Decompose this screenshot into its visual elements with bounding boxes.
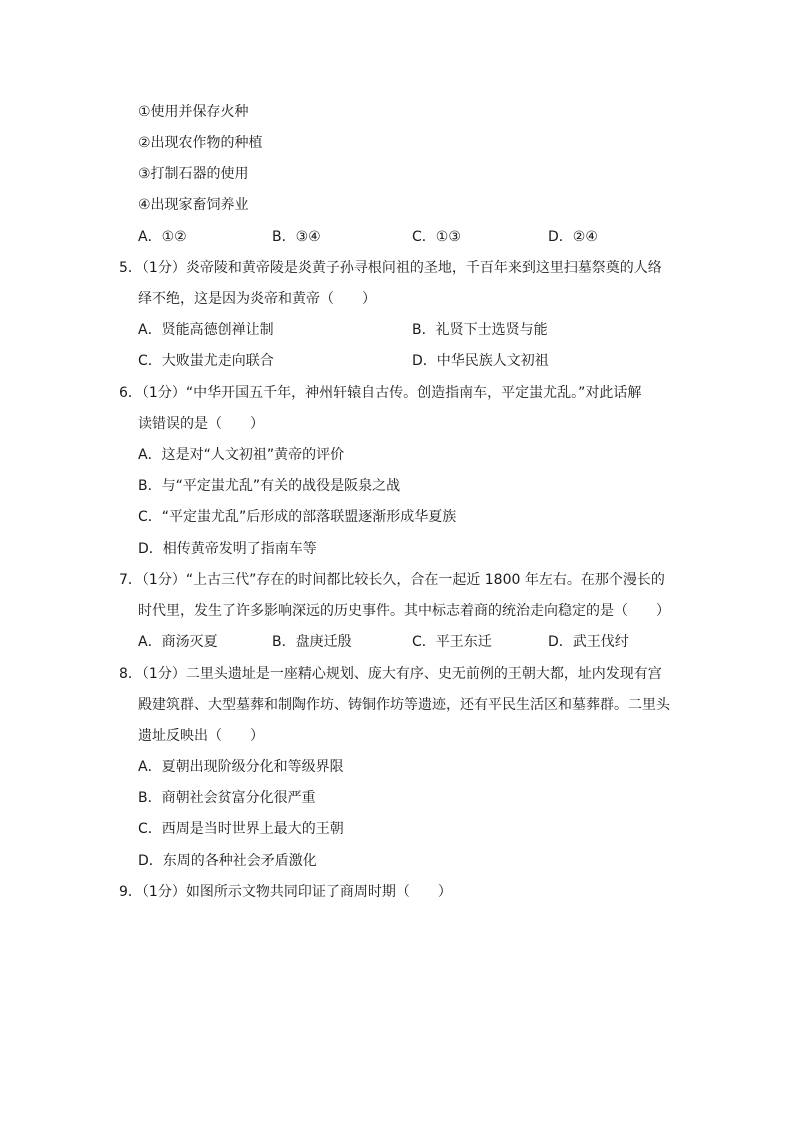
q6-stem-line-1: 6．（1分）“中华开国五千年，神州轩辕自古传。创造指南车，平定蚩尤乱。”对此话解 <box>119 385 642 401</box>
q7-stem-line-1: 7．（1分）“上古三代”存在的时间都比较长久，合在一起近 1800 年左右。在那个漫长的 <box>119 572 665 588</box>
q6-option-a: A．这是对“人文初祖”黄帝的评价 <box>138 447 345 463</box>
q8-stem-line-2: 殿建筑群、大型墓葬和制陶作坊、铸铜作坊等遗迹，还有平民生活区和墓葬群。二里头 <box>138 697 670 713</box>
q5-option-d: D．中华民族人文初祖 <box>412 353 549 369</box>
q7-option-d: D．武王伐纣 <box>548 634 629 650</box>
q7-option-c: C．平王东迁 <box>412 634 492 650</box>
q8-stem-line-1: 8．（1分）二里头遗址是一座精心规划、庞大有序、史无前例的王朝大都，址内发现有宫 <box>119 666 662 682</box>
q5-option-c: C．大败蚩尤走向联合 <box>138 353 274 369</box>
q7-stem-line-2: 时代里，发生了许多影响深远的历史事件。其中标志着商的统治走向稳定的是（ ） <box>138 603 670 619</box>
q4-option-d: D．②④ <box>548 229 598 245</box>
q8-option-b: B．商朝社会贫富分化很严重 <box>138 790 316 806</box>
q4-option-b: B．③④ <box>272 229 321 245</box>
q5-stem-line-1: 5．（1分）炎帝陵和黄帝陵是炎黄子孙寻根问祖的圣地，千百年来到这里扫墓祭奠的人络 <box>119 260 662 276</box>
q7-option-b: B．盘庚迁殷 <box>272 634 352 650</box>
q6-option-b: B．与“平定蚩尤乱”有关的战役是阪泉之战 <box>138 478 401 494</box>
q4-item-3: ③打制石器的使用 <box>138 166 249 182</box>
q6-option-d: D．相传黄帝发明了指南车等 <box>138 541 317 557</box>
q8-option-c: C．西周是当时世界上最大的王朝 <box>138 821 344 837</box>
q5-stem-line-2: 绎不绝，这是因为炎帝和黄帝（ ） <box>138 291 376 307</box>
q4-item-1: ①使用并保存火种 <box>138 104 249 120</box>
q8-option-d: D．东周的各种社会矛盾激化 <box>138 853 317 869</box>
q9-stem-line-1: 9．（1分）如图所示文物共同印证了商周时期（ ） <box>119 884 452 900</box>
q4-item-4: ④出现家畜饲养业 <box>138 197 249 213</box>
q5-option-a: A．贤能高德创禅让制 <box>138 322 274 338</box>
q8-option-a: A．夏朝出现阶级分化和等级界限 <box>138 759 344 775</box>
q7-option-a: A．商汤灭夏 <box>138 634 218 650</box>
q6-stem-line-2: 读错误的是（ ） <box>138 416 264 432</box>
q4-item-2: ②出现农作物的种植 <box>138 135 263 151</box>
q8-stem-line-3: 遗址反映出（ ） <box>138 728 264 744</box>
q6-option-c: C．“平定蚩尤乱”后形成的部落联盟逐渐形成华夏族 <box>138 509 457 525</box>
q4-option-c: C．①③ <box>412 229 461 245</box>
q5-option-b: B．礼贤下士选贤与能 <box>412 322 548 338</box>
q4-option-a: A．①② <box>138 229 187 245</box>
